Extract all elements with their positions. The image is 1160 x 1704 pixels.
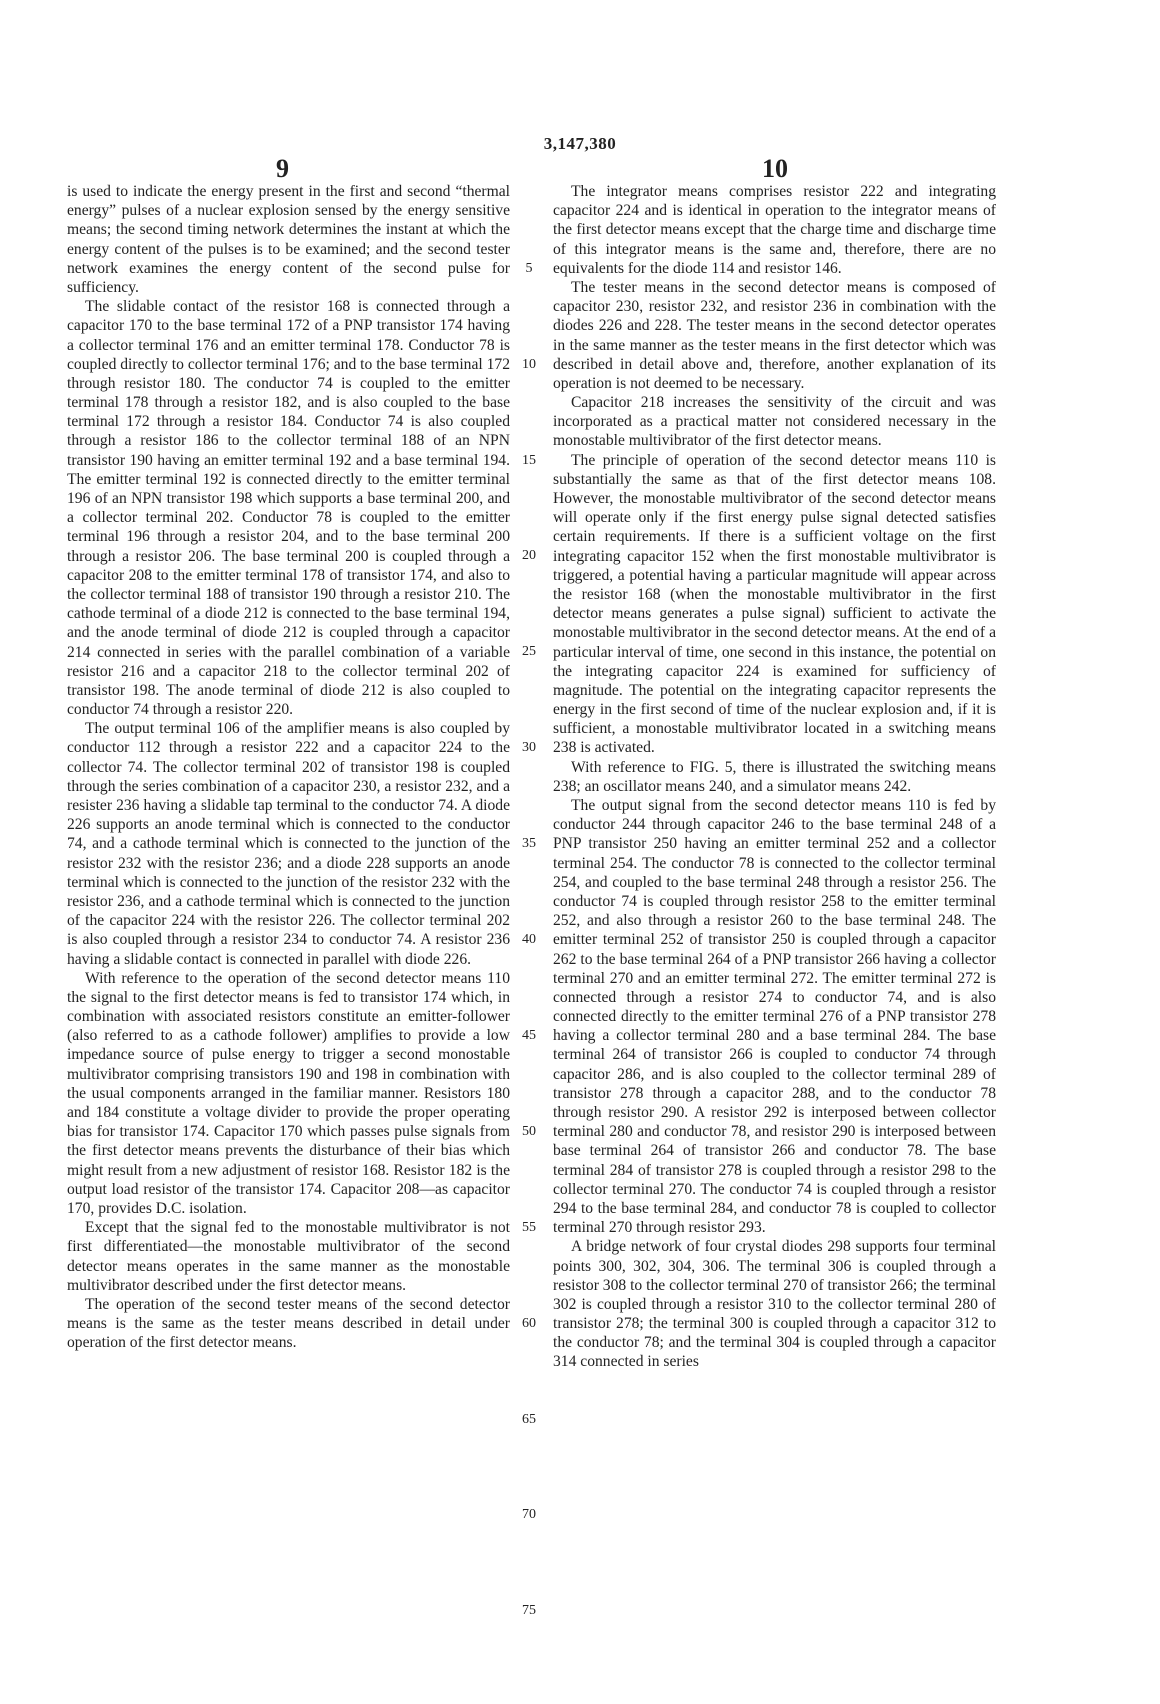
paragraph: The operation of the second tester means of the second detector means is the same as the tester means described in detail under operation of the first detector means. [67, 1295, 510, 1352]
line-number: 45 [522, 1027, 536, 1043]
right-column-number: 10 [762, 154, 788, 183]
left-text-column [67, 182, 510, 1352]
line-number: 25 [522, 644, 536, 660]
paragraph: A bridge network of four crystal diodes 298 supports four terminal points 300, 302, 304, 306. The terminal 306 is coupled through a resistor 308 to the collector terminal 270 of transistor 266; the terminal 302 is coupled through a resistor 310 to the collector terminal 280 of transistor 278; the terminal 300 is coupled through a capacitor 312 to the conductor 78; and the terminal 304 is coupled through a capacitor 314 connected in series [553, 1238, 997, 1371]
paragraph: The principle of operation of the second detector means 110 is substantially the same as that of the first detector means 108. However, the monostable multivibrator of the second detector means will operate only if the first energy pulse signal detected satisfies certain requirements. If there is a sufficient voltage on the first integrating capacitor 152 when the first monostable multivibrator is triggered, a potential having a particular magnitude will appear across the resistor 168 (when the monostable multivibrator in the first detector means generates a pulse signal) sufficient to activate the monostable multivibrator in the second detector means. At the end of a particular interval of time, one second in this instance, the potential on the integrating capacitor 224 is examined for sufficiency of magnitude. The potential on the integrating capacitor represents the energy in the first second of time of the nuclear explosion and, if it is sufficient, a monostable multivibrator located in a switching means 238 is activated. [553, 451, 996, 757]
line-number: 10 [522, 356, 536, 372]
paragraph: With reference to the operation of the second detector means 110 the signal to the first detector means is fed to transistor 174 which, in combination with associated resistors constitute an emitter-follower (also referred to as a cathode follower) amplifies to provide a low impedance source of pulse energy to trigger a second monostable multivibrator comprising transistors 190 and 198 in combination with the usual components arranged in the familiar manner. Resistors 180 and 184 constitute a voltage divider to provide the proper operating bias for transistor 174. Capacitor 170 which passes pulse signals from the first detector means prevents the disturbance of their bias which might result from a new adjustment of resistor 168. Resistor 182 is the output load resistor of the transistor 174. Capacitor 208—as capacitor 170, provides D.C. isolation. [67, 969, 510, 1217]
right-text-column [553, 182, 996, 1372]
paragraph: With reference to FIG. 5, there is illustrated the switching means 238; an oscillator means 240, and a simulator means 242. [553, 758, 996, 795]
line-number: 30 [522, 740, 536, 756]
line-number: 15 [522, 452, 536, 468]
paragraph: The output signal from the second detector means 110 is fed by conductor 244 through capacitor 246 to the base terminal 248 of a PNP transistor 250 having an emitter terminal 252 and a collector terminal 254. The conductor 78 is connected to the collector terminal 254, and coupled to the base terminal 248 through a resistor 256. The conductor 74 is coupled through resistor 258 to the emitter terminal 252, and also through a resistor 260 to the base terminal 248. The emitter terminal 252 of transistor 250 is coupled through a capacitor 262 to the base terminal 264 of a PNP transistor 266 having a collector terminal 270 and an emitter terminal 272. The emitter terminal 272 is connected through a resistor 274 to conductor 74, and is also connected directly to the emitter terminal 276 of a PNP transistor 278 having a collector terminal 280 and a base terminal 284. The base terminal 264 of transistor 266 is coupled to conductor 74 through capacitor 286, and is also coupled to the collector terminal 289 of transistor 278 through a capacitor 288, and to the conductor 78 through resistor 290. A resistor 292 is interposed between collector terminal 280 and conductor 78, and resistor 290 is interposed between base terminal 264 of transistor 266 and conductor 78. The base terminal 284 of transistor 278 is coupled through a resistor 298 to the collector terminal 270. The conductor 74 is coupled through a resistor 294 to the base terminal 284, and conductor 78 is coupled to collector terminal 270 through resistor 293. [553, 797, 996, 1237]
line-number: 5 [525, 260, 533, 276]
paragraph: Capacitor 218 increases the sensitivity of the circuit and was incorporated as a practical matter not considered necessary in the monostable multivibrator of the first detector means. [553, 394, 996, 450]
line-number: 65 [522, 1411, 536, 1427]
line-number: 75 [522, 1603, 536, 1619]
line-number: 35 [522, 836, 536, 852]
line-number: 50 [522, 1123, 536, 1139]
paragraph: The tester means in the second detector means is composed of capacitor 230, resistor 232, and resistor 236 in combination with the diodes 226 and 228. The tester means in the second detector operates in the same manner as the tester means in the first detector which was described in detail above and, therefore, another explanation of its operation is not deemed to be necessary. [553, 278, 996, 392]
line-number: 20 [522, 548, 536, 564]
patent-number: 3,147,380 [543, 134, 617, 153]
paragraph: is used to indicate the energy present in the first and second “thermal energy” pulses of a nuclear explosion sensed by the energy sensitive means; the second timing network determines the instant at which the energy content of the pulses is to be examined; and the second tester network examines the energy content of the second pulse for sufficiency. [67, 183, 510, 296]
paragraph: Except that the signal fed to the monostable multivibrator is not first differentiated—the monostable multivibrator of the second detector means operates in the same manner as the monostable multivibrator described under the first detector means. [67, 1219, 510, 1294]
paragraph: The output terminal 106 of the amplifier means is also coupled by conductor 112 through a resistor 222 and a capacitor 224 to the collector 74. The collector terminal 202 of transistor 198 is coupled through the series combination of a capacitor 230, a resistor 232, and a resister 236 having a slidable tap terminal to the conductor 74. A diode 226 supports an anode terminal which is connected to the conductor 74, and a cathode terminal which is connected to the junction of the resistor 232 with the resistor 236; and a diode 228 supports an anode terminal which is connected to the junction of the resistor 232 with the resistor 236, and a cathode terminal which is connected to the junction of the capacitor 224 with the resistor 226. The collector terminal 202 is also coupled through a resistor 234 to conductor 74. A resistor 236 having a slidable contact is connected in parallel with diode 226. [67, 720, 510, 968]
line-number: 70 [522, 1507, 536, 1523]
left-column-number: 9 [276, 154, 289, 183]
line-number: 40 [522, 932, 536, 948]
line-number: 55 [522, 1219, 536, 1235]
paragraph: The integrator means comprises resistor 222 and integrating capacitor 224 and is identical in operation to the integrator means of the first detector means except that the charge time and discharge time of this integrator means is the same and, therefore, there are no equivalents for the diode 114 and resistor 146. [553, 183, 996, 277]
line-number: 60 [522, 1315, 536, 1331]
paragraph: The slidable contact of the resistor 168 is connected through a capacitor 170 to the base terminal 172 of a PNP transistor 174 having a collector terminal 176 and an emitter terminal 178. Conductor 78 is coupled directly to collector terminal 176; and to the base terminal 172 through resistor 180. The conductor 74 is coupled to the emitter terminal 178 through a resistor 182, and is also coupled to the base terminal 172 through a resistor 184. Conductor 74 is also coupled through a resistor 186 to the collector terminal 188 of an NPN transistor 190 having an emitter terminal 192 and a base terminal 194. The emitter terminal 192 is connected directly to the emitter terminal 196 of an NPN transistor 198 which supports a base terminal 200, and a collector terminal 202. Conductor 78 is coupled to the emitter terminal 196 through a resistor 204, and to the base terminal 200 through a resistor 206. The base terminal 200 is coupled through a capacitor 208 to the emitter terminal 178 of transistor 174, and also to the collector terminal 188 of transistor 190 through a resistor 210. The cathode terminal of a diode 212 is connected to the base terminal 194, and the anode terminal of diode 212 is coupled through a capacitor 214 connected in series with the parallel combination of a variable resistor 216 and a capacitor 218 to the collector terminal 202 of transistor 198. The anode terminal of diode 212 is also coupled to conductor 74 through a resistor 220. [67, 298, 510, 719]
